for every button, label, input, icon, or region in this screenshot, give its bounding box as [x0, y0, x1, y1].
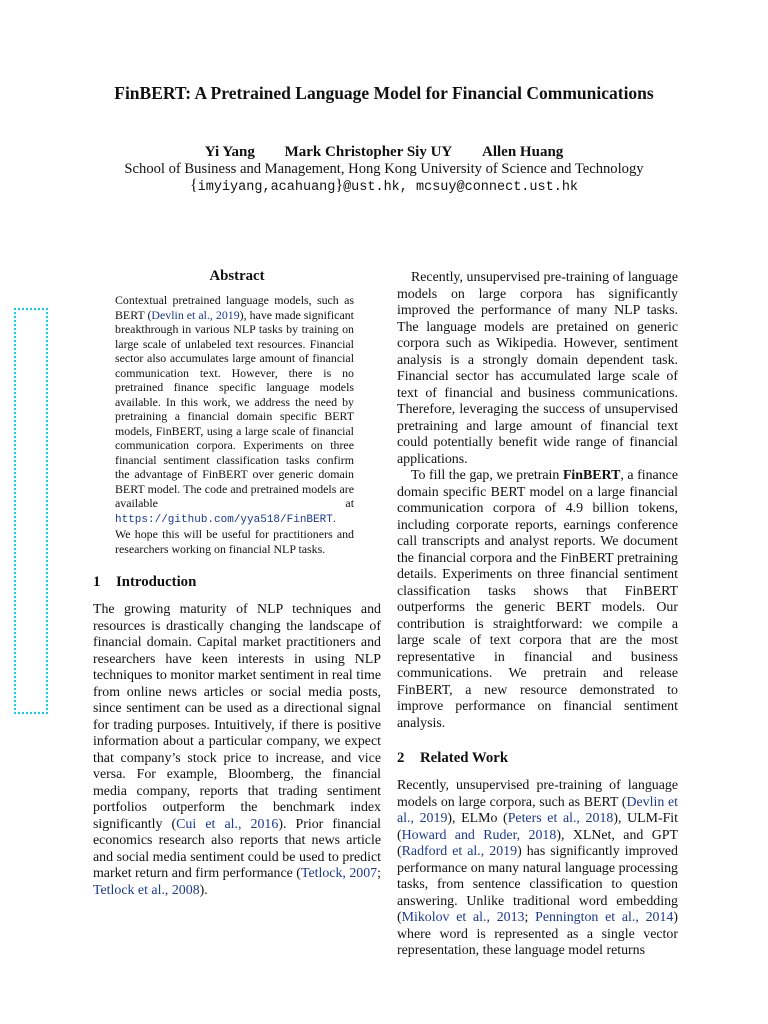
- email-group: imyiyang,acahuang: [197, 180, 336, 195]
- left-column: [93, 268, 381, 899]
- right-column: [397, 270, 678, 960]
- text-run: Recently, unsupervised pre-training of language models on large corpora, such as BERT (: [397, 778, 678, 810]
- text-run: ).: [199, 882, 208, 898]
- citation-link[interactable]: Devlin et al., 2019: [151, 307, 240, 322]
- author-list: [0, 144, 768, 161]
- section-heading-related-work: [397, 750, 678, 767]
- abstract-heading: Abstract: [209, 268, 265, 284]
- intro-paragraph: [397, 468, 678, 732]
- citation-link[interactable]: Cui et al., 2016: [176, 816, 279, 832]
- text-run: ), have made significant breakthrough in various NLP tasks by training on large scale of unlabeled text resources. Financial sector also accumulates large amount of financial communication text. However, there is no pretrained finance specific language models available. In this work, we address the need by pretraining a financial domain specific BERT models, FinBERT, using a large scale of financial communication corpora. Experiments on three financial sentiment classification tasks confirm the advantage of FinBERT over generic domain BERT model. The code and pretrained models are available at: [115, 307, 354, 510]
- author-name: Mark Christopher Siy UY: [284, 144, 453, 160]
- text-run: ;: [377, 866, 381, 881]
- intro-paragraph: [93, 602, 381, 899]
- paper-title: FinBERT: A Pretrained Language Model for Financial Communications: [114, 83, 654, 103]
- author-affiliation: School of Business and Management, Hong Kong University of Science and Technology: [124, 161, 644, 177]
- text-run: ) where word is represented as a single vector representation, these language model returns: [397, 910, 678, 958]
- citation-link[interactable]: Devlin et al., 2019: [397, 794, 678, 826]
- text-run: ), ELMo (: [447, 811, 508, 826]
- text-run: ) has significantly improved performance on many natural language processing tasks, from sentence classification to question answering. Unlike traditional word embedding (: [397, 844, 678, 925]
- margin-annotation-box: [14, 308, 48, 714]
- citation-link[interactable]: Tetlock, 2007: [300, 866, 378, 881]
- text-run: ), ULM-Fit (: [397, 811, 679, 843]
- text-run: To fill the gap, we pretrain: [411, 468, 563, 483]
- code-url-link[interactable]: https://github.com/yya518/FinBERT: [115, 513, 333, 526]
- model-name-bold: FinBERT: [562, 468, 621, 483]
- text-run: ), XLNet, and GPT (: [397, 827, 678, 859]
- intro-paragraph: Recently, unsupervised pre-training of language models on large corpora has significantly improved the performance of many NLP tasks. The language models are pretained on generic corpora such as Wikipedia. However, sentiment analysis is a strongly domain dependent task. Financial sector has accumulated large scale of text of financial and business communications. Therefore, leveraging the success of unsupervised pretraining and large amount of financial text could potentially benefit wide range of financial applications.: [397, 270, 678, 467]
- author-name: Yi Yang: [204, 144, 255, 160]
- section-title: Introduction: [116, 574, 197, 590]
- text-run: ). Prior financial economics research also reports that news article and social media sentiment could be used to predict market return and firm performance (: [93, 816, 381, 881]
- email-brace-open: {: [189, 177, 198, 194]
- section-heading-introduction: [93, 574, 381, 591]
- citation-link[interactable]: Pennington et al., 2014: [535, 910, 674, 925]
- related-work-paragraph: [397, 778, 678, 960]
- author-emails: [0, 177, 768, 195]
- text-run: , a finance domain specific BERT model on a large financial communication corpora of 4.9 billion tokens, including corporate reports, earnings conference call transcripts and analyst reports. We document the financial corpora and the FinBERT pretraining details. Experiments on three financial sentiment classification tasks shows that FinBERT outperforms the generic BERT models. Our contribution is straightforward: we compile a large scale of text corpora that are the most representative in financial and business communications. We pretrain and release FinBERT, a new resource demonstrated to improve performance on financial sentiment analysis.: [397, 468, 678, 731]
- author-name: Allen Huang: [482, 144, 564, 160]
- text-run: The growing maturity of NLP techniques and resources is drastically changing the landscape of financial domain. Capital market practitioners and researchers have keen interests in using NLP techniques to monitor market sentiment in real time from online news articles or social media posts, since sentiment can be used as a directional signal for trading purposes. Intuitively, if there is positive information about a particular company, we expect that company’s stock price to increase, and vice versa. For example, Bloomberg, the financial media company, reports that trading sentiment portfolios outperform the benchmark index significantly (: [93, 602, 381, 832]
- citation-link[interactable]: Tetlock et al., 2008: [93, 882, 200, 898]
- email-rest: @ust.hk, mcsuy@connect.ust.hk: [343, 180, 579, 195]
- email-brace-close: }: [335, 177, 344, 194]
- citation-link[interactable]: Peters et al., 2018: [507, 811, 614, 826]
- section-number: 2: [397, 750, 405, 766]
- citation-link[interactable]: Mikolov et al., 2013: [401, 910, 525, 925]
- text-run: ;: [524, 910, 536, 925]
- abstract-text: [115, 293, 354, 556]
- citation-link[interactable]: Howard and Ruder, 2018: [401, 827, 557, 843]
- text-run: Contextual pretrained language models, such as BERT (: [115, 293, 354, 322]
- section-number: 1: [93, 574, 101, 590]
- text-run: . We hope this will be useful for practitioners and researchers working on financial NLP tasks.: [115, 510, 354, 556]
- citation-link[interactable]: Radford et al., 2019: [401, 844, 518, 859]
- section-title: Related Work: [420, 750, 509, 766]
